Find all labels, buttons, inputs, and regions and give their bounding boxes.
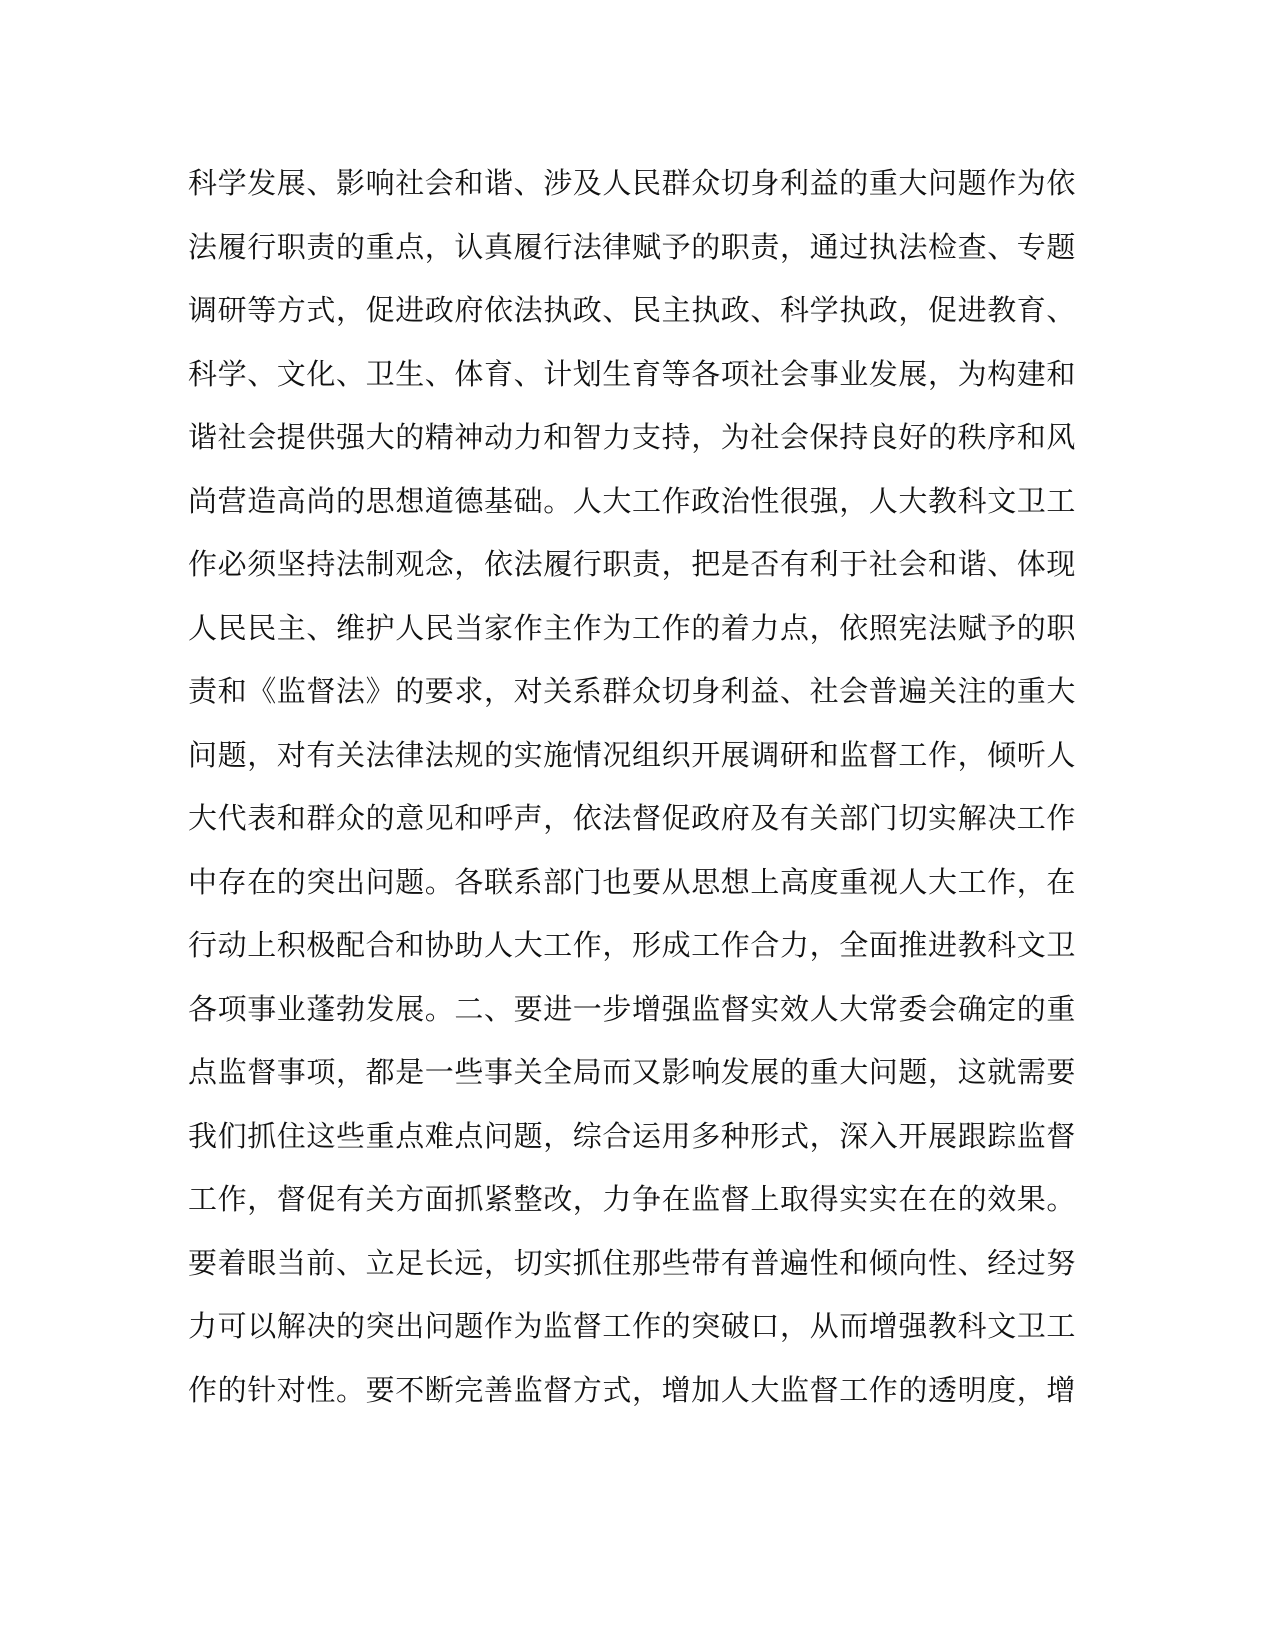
- body-text: [188, 152, 1077, 1422]
- text-line: 点监督事项，都是一些事关全局而又影响发展的重大问题，这就需要: [188, 1055, 1077, 1089]
- text-line: 谐社会提供强大的精神动力和智力支持，为社会保持良好的秩序和风: [188, 420, 1077, 454]
- text-line: 我们抓住这些重点难点问题，综合运用多种形式，深入开展跟踪监督: [188, 1118, 1077, 1153]
- text-line: 尚营造高尚的思想道德基础。人大工作政治性很强，人大教科文卫工: [188, 483, 1077, 518]
- text-line: 要着眼当前、立足长远，切实抓住那些带有普遍性和倾向性、经过努: [188, 1245, 1077, 1280]
- text-line: 责和《监督法》的要求，对关系群众切身利益、社会普遍关注的重大: [188, 674, 1077, 708]
- text-line: 作必须坚持法制观念，依法履行职责，把是否有利于社会和谐、体现: [188, 547, 1077, 581]
- text-line: 人民民主、维护人民当家作主作为工作的着力点，依照宪法赋予的职: [188, 610, 1077, 645]
- text-line: 大代表和群众的意见和呼声，依法督促政府及有关部门切实解决工作: [188, 801, 1077, 835]
- text-line: 法履行职责的重点，认真履行法律赋予的职责，通过执法检查、专题: [188, 229, 1077, 264]
- text-line: 问题，对有关法律法规的实施情况组织开展调研和监督工作，倾听人: [188, 737, 1077, 772]
- text-line: 科学发展、影响社会和谐、涉及人民群众切身利益的重大问题作为依: [188, 166, 1077, 200]
- text-line: 工作，督促有关方面抓紧整改，力争在监督上取得实实在在的效果。: [188, 1182, 1077, 1216]
- text-line: 行动上积极配合和协助人大工作，形成工作合力，全面推进教科文卫: [188, 928, 1077, 962]
- text-line: 调研等方式，促进政府依法执政、民主执政、科学执政，促进教育、: [188, 293, 1077, 327]
- text-line: 科学、文化、卫生、体育、计划生育等各项社会事业发展，为构建和: [188, 356, 1077, 391]
- text-line: 各项事业蓬勃发展。二、要进一步增强监督实效人大常委会确定的重: [188, 991, 1077, 1026]
- text-line: 力可以解决的突出问题作为监督工作的突破口，从而增强教科文卫工: [188, 1309, 1077, 1343]
- text-line: 作的针对性。要不断完善监督方式，增加人大监督工作的透明度，增: [188, 1372, 1077, 1407]
- text-line: 中存在的突出问题。各联系部门也要从思想上高度重视人大工作，在: [188, 864, 1077, 899]
